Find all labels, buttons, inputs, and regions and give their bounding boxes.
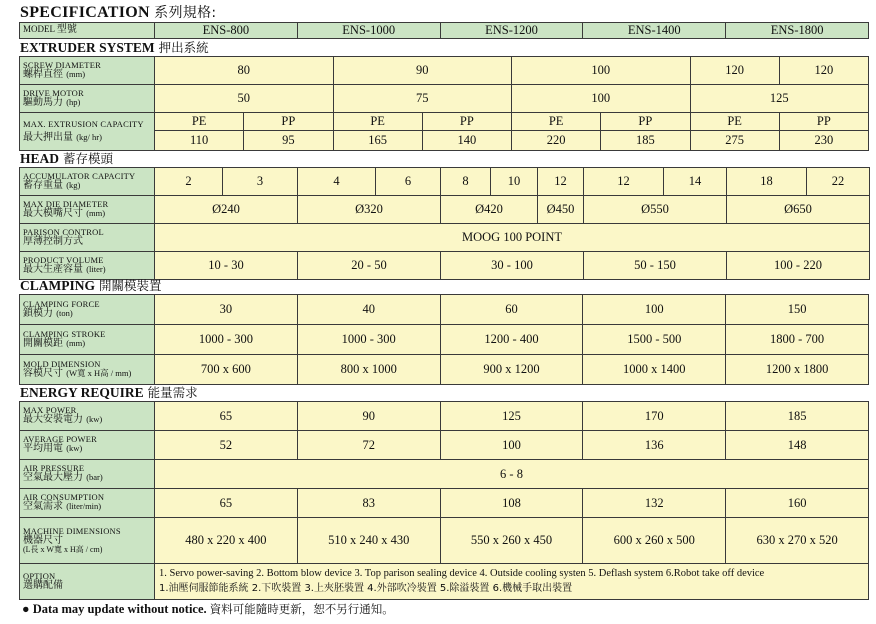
value-cell: 72 <box>297 431 440 460</box>
row-label: MACHINE DIMENSIONS 機器尺寸 (L長 x W寬 x H高 / cm) <box>20 518 155 564</box>
value-cell: 170 <box>583 402 726 431</box>
value-cell: Ø650 <box>727 196 870 224</box>
value-cell: 110 <box>155 131 244 151</box>
material-cell: PP <box>244 113 333 131</box>
value-cell: 12 <box>584 168 664 196</box>
value-cell: Ø420 <box>441 196 538 224</box>
title-en: SPECIFICATION <box>20 4 150 21</box>
stroke-row <box>20 325 869 355</box>
value-cell: 125 <box>690 85 869 113</box>
force-row <box>20 295 869 325</box>
value-cell: 65 <box>155 489 298 518</box>
value-cell: Ø320 <box>298 196 441 224</box>
value-cell: 125 <box>440 402 583 431</box>
material-cell: PE <box>690 113 779 131</box>
option-row <box>20 564 869 600</box>
value-cell: 275 <box>690 131 779 151</box>
row-label: PARISON CONTROL 厚薄控制方式 <box>20 224 155 252</box>
row-label: MAX DIE DIAMETER 最大模嘴尺寸 (mm) <box>20 196 155 224</box>
material-cell: PE <box>333 113 422 131</box>
model-cell: ENS-1200 <box>440 23 583 39</box>
value-cell: 10 - 30 <box>155 252 298 280</box>
model-label: MODEL 型號 <box>20 23 155 39</box>
material-cell: PE <box>512 113 601 131</box>
value-cell: 108 <box>440 489 583 518</box>
parison-row <box>20 224 870 252</box>
footnote-en: Data may update without notice. <box>32 602 207 616</box>
capacity-material-row <box>20 113 869 131</box>
row-label: CLAMPING FORCE 鎖模力 (ton) <box>20 295 155 325</box>
value-cell: 185 <box>726 402 869 431</box>
material-cell: PP <box>422 113 511 131</box>
value-cell: 90 <box>297 402 440 431</box>
max-power-row <box>20 402 869 431</box>
value-cell: 100 <box>512 85 691 113</box>
value-cell: 150 <box>726 295 869 325</box>
value-cell: 100 <box>512 57 691 85</box>
value-cell: 83 <box>297 489 440 518</box>
energy-table <box>19 401 869 600</box>
value-cell: 10 <box>491 168 538 196</box>
section-extruder: EXTRUDER SYSTEM 押出系統 <box>20 40 209 55</box>
row-label: DRIVE MOTOR 驅動馬力 (hp) <box>20 85 155 113</box>
row-label: ACCUMULATOR CAPACITY 蓄存重量 (kg) <box>20 168 155 196</box>
value-cell: 95 <box>244 131 333 151</box>
model-cell: ENS-800 <box>155 23 298 39</box>
section-energy: ENERGY REQUIRE 能量需求 <box>20 385 198 400</box>
value-cell: 148 <box>726 431 869 460</box>
value-cell: 800 x 1000 <box>297 355 440 385</box>
value-cell: 52 <box>155 431 298 460</box>
value-cell: 90 <box>333 57 512 85</box>
row-label: AVERAGE POWER 平均用電 (kw) <box>20 431 155 460</box>
value-cell: 900 x 1200 <box>440 355 583 385</box>
head-table <box>19 167 870 280</box>
value-cell: Ø240 <box>155 196 298 224</box>
row-label: MAX. EXTRUSION CAPACITY 最大押出量 (kg/ hr) <box>20 113 155 151</box>
value-cell: 510 x 240 x 430 <box>297 518 440 564</box>
material-cell: PE <box>155 113 244 131</box>
bullet-icon: ● <box>22 602 30 616</box>
value-cell: 6 <box>376 168 441 196</box>
footnote <box>22 600 394 618</box>
value-cell: Ø550 <box>584 196 727 224</box>
value-cell: 100 <box>583 295 726 325</box>
row-label: AIR PRESSURE 空氣最大壓力 (bar) <box>20 460 155 489</box>
value-cell: 100 - 220 <box>727 252 870 280</box>
screw-row <box>20 57 869 85</box>
value-cell: 50 <box>155 85 334 113</box>
value-cell: Ø450 <box>538 196 584 224</box>
value-cell: 80 <box>155 57 334 85</box>
page-title <box>20 2 216 22</box>
value-cell: 1500 - 500 <box>583 325 726 355</box>
value-cell: 1000 - 300 <box>297 325 440 355</box>
value-cell: 630 x 270 x 520 <box>726 518 869 564</box>
value-cell: 700 x 600 <box>155 355 298 385</box>
value-cell: 1200 - 400 <box>440 325 583 355</box>
material-cell: PP <box>779 113 868 131</box>
row-label: AIR CONSUMPTION 空氣需求 (liter/min) <box>20 489 155 518</box>
value-cell: 60 <box>440 295 583 325</box>
value-cell: 8 <box>441 168 491 196</box>
value-cell: 120 <box>779 57 868 85</box>
row-label: OPTION 選購配備 <box>20 564 155 600</box>
value-cell: MOOG 100 POINT <box>155 224 870 252</box>
model-cell: ENS-1800 <box>726 23 869 39</box>
value-cell: 120 <box>690 57 779 85</box>
value-cell: 2 <box>155 168 223 196</box>
option-cell <box>155 564 869 600</box>
option-text-zh: 1.油壓伺服節能系統 2.下吹裝置 3.上夾胚裝置 4.外部吹冷裝置 5.除溢裝置 6.機械手取出裝置 <box>159 582 573 594</box>
value-cell: 136 <box>583 431 726 460</box>
value-cell: 12 <box>538 168 584 196</box>
value-cell: 132 <box>583 489 726 518</box>
value-cell: 1200 x 1800 <box>726 355 869 385</box>
option-text-en: 1. Servo power-saving 2. Bottom blow device 3. Top parison sealing device 4. Outside cooling systen 5. Deflash system 6.Robot take off device <box>159 568 765 580</box>
air-consumption-row <box>20 489 869 518</box>
value-cell: 100 <box>440 431 583 460</box>
row-label: SCREW DIAMETER 螺桿直徑 (mm) <box>20 57 155 85</box>
value-cell: 220 <box>512 131 601 151</box>
value-cell: 6 - 8 <box>155 460 869 489</box>
value-cell: 165 <box>333 131 422 151</box>
value-cell: 22 <box>807 168 870 196</box>
air-pressure-row <box>20 460 869 489</box>
value-cell: 4 <box>298 168 376 196</box>
value-cell: 1000 - 300 <box>155 325 298 355</box>
value-cell: 3 <box>223 168 298 196</box>
footnote-zh: 資料可能隨時更新，恕不另行通知。 <box>209 602 394 616</box>
value-cell: 185 <box>601 131 690 151</box>
material-cell: PP <box>601 113 690 131</box>
value-cell: 30 <box>155 295 298 325</box>
value-cell: 20 - 50 <box>298 252 441 280</box>
model-cell: ENS-1000 <box>297 23 440 39</box>
value-cell: 18 <box>727 168 807 196</box>
mold-row <box>20 355 869 385</box>
value-cell: 1800 - 700 <box>726 325 869 355</box>
value-cell: 65 <box>155 402 298 431</box>
volume-row <box>20 252 870 280</box>
title-zh: 系列規格: <box>154 5 217 21</box>
row-label: MOLD DIMENSION 容模尺寸 (W寬 x H高 / mm) <box>20 355 155 385</box>
value-cell: 140 <box>422 131 511 151</box>
value-cell: 50 - 150 <box>584 252 727 280</box>
die-row <box>20 196 870 224</box>
model-cell: ENS-1400 <box>583 23 726 39</box>
value-cell: 160 <box>726 489 869 518</box>
value-cell: 1000 x 1400 <box>583 355 726 385</box>
value-cell: 550 x 260 x 450 <box>440 518 583 564</box>
value-cell: 480 x 220 x 400 <box>155 518 298 564</box>
row-label: CLAMPING STROKE 開關模距 (mm) <box>20 325 155 355</box>
accumulator-row <box>20 168 870 196</box>
value-cell: 14 <box>664 168 727 196</box>
value-cell: 30 - 100 <box>441 252 584 280</box>
model-table <box>19 22 869 39</box>
value-cell: 230 <box>779 131 868 151</box>
machine-dim-row <box>20 518 869 564</box>
row-label: PRODUCT VOLUME 最大生產容量 (liter) <box>20 252 155 280</box>
section-head: HEAD 蓄存模頭 <box>20 151 114 166</box>
row-label: MAX POWER 最大安裝電力 (kw) <box>20 402 155 431</box>
drive-row <box>20 85 869 113</box>
value-cell: 600 x 260 x 500 <box>583 518 726 564</box>
avg-power-row <box>20 431 869 460</box>
value-cell: 75 <box>333 85 512 113</box>
extruder-table <box>19 56 869 151</box>
clamping-table <box>19 294 869 385</box>
value-cell: 40 <box>297 295 440 325</box>
section-clamping: CLAMPING 開關模裝置 <box>20 278 162 293</box>
